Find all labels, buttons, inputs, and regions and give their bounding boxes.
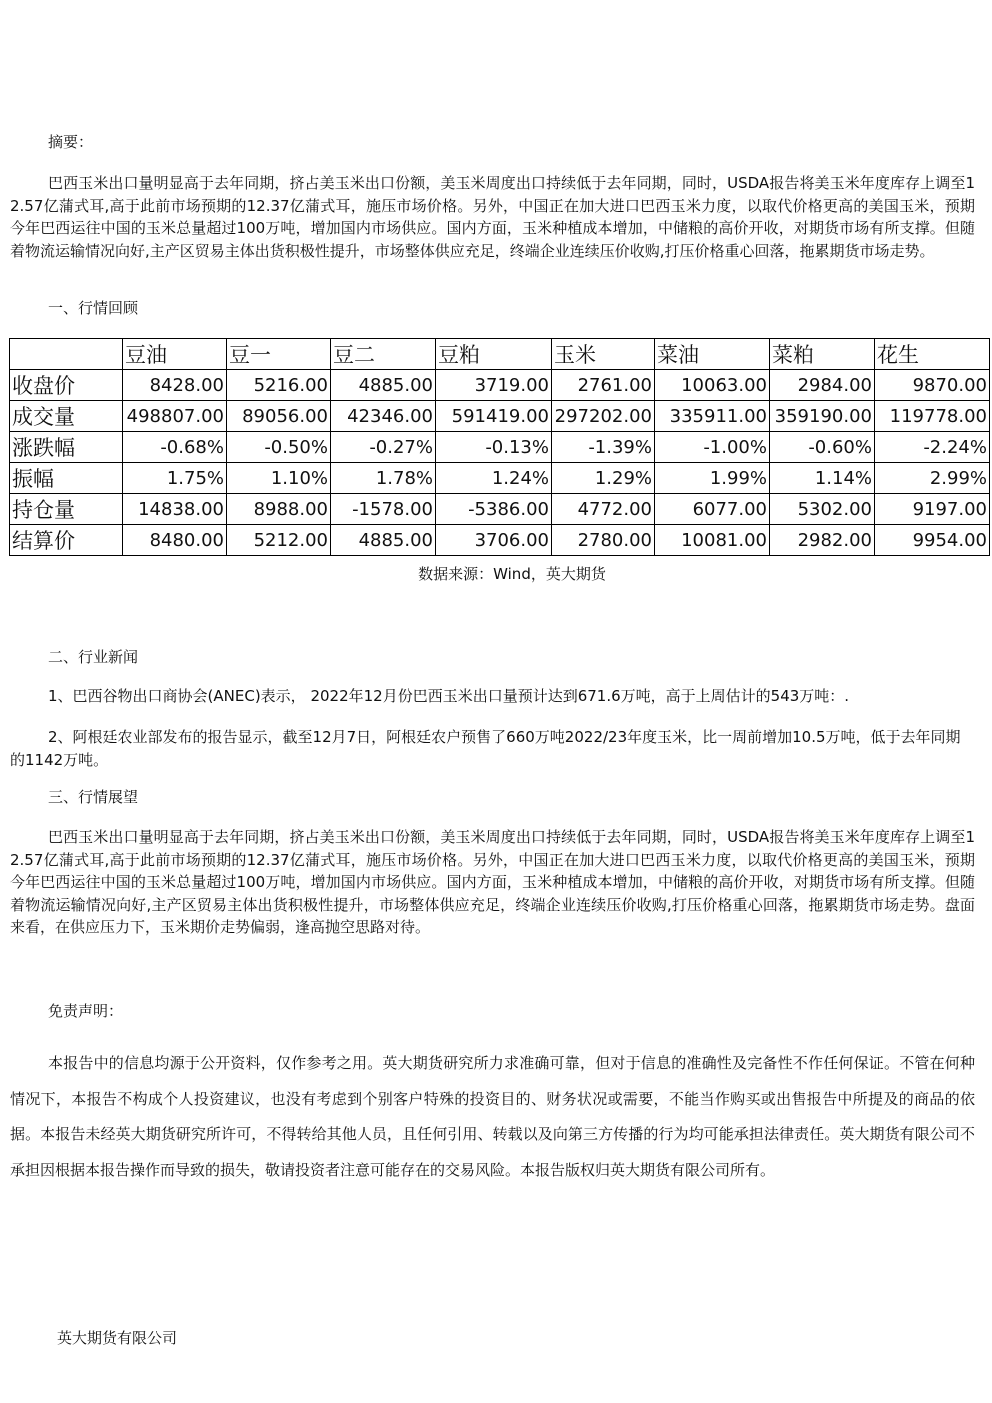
summary-text: 巴西玉米出口量明显高于去年同期，挤占美玉米出口份额，美玉米周度出口持续低于去年同期，同时，USDA报告将美玉米年度库存上调至12.57亿蒲式耳,高于此前市场预期的12.37亿蒲式耳，施压市场价格。另外，中国正在加大进口巴西玉米力度，以取代价格更高的美国玉米，预期今年巴西运往中国的玉米总量超过100万吨，增加国内市场供应。国内方面，玉米种植成本增加，中储粮的高价开收，对期货市场有所支撑。但随着物流运输情况向好,主产区贸易主体出货积极性提升，市场整体供应充足，终端企业连续压价收购,打压价格重心回落，拖累期货市场走势。 — [10, 174, 975, 260]
table-cell: 9197.00 — [875, 494, 990, 525]
table-cell: 359190.00 — [770, 401, 875, 432]
table-cell: 9870.00 — [875, 370, 990, 401]
table-cell: 89056.00 — [227, 401, 331, 432]
table-row — [10, 463, 990, 494]
table-cell: -1.00% — [655, 432, 770, 463]
table-cell: 119778.00 — [875, 401, 990, 432]
market-review-table — [9, 338, 990, 556]
table-cell: 335911.00 — [655, 401, 770, 432]
table-row — [10, 432, 990, 463]
table-cell: 5302.00 — [770, 494, 875, 525]
column-header: 菜粕 — [770, 339, 875, 370]
disclaimer-text: 本报告中的信息均源于公开资料，仅作参考之用。英大期货研究所力求准确可靠，但对于信息的准确性及完备性不作任何保证。不管在何种情况下，本报告不构成个人投资建议，也没有考虑到个别客户特殊的投资目的、财务状况或需要，不能当作购买或出售报告中所提及的商品的依据。本报告未经英大期货研究所许可，不得转给其他人员，且任何引用、转载以及向第三方传播的行为均可能承担法律责任。英大期货有限公司不承担因根据本报告操作而导致的损失，敬请投资者注意可能存在的交易风险。本报告版权归英大期货有限公司所有。 — [10, 1054, 975, 1179]
table-cell: 3706.00 — [436, 525, 552, 556]
column-header: 菜油 — [655, 339, 770, 370]
table-cell: -0.68% — [123, 432, 227, 463]
table-header-row — [10, 339, 990, 370]
table-cell: -0.50% — [227, 432, 331, 463]
table-cell: 2984.00 — [770, 370, 875, 401]
outlook-label: 三、行情展望 — [48, 788, 139, 806]
table-row — [10, 494, 990, 525]
table-cell: -5386.00 — [436, 494, 552, 525]
table-cell: 5212.00 — [227, 525, 331, 556]
table-cell: -1.39% — [552, 432, 655, 463]
table-cell: 42346.00 — [331, 401, 436, 432]
table-cell: 3719.00 — [436, 370, 552, 401]
table-cell: 1.24% — [436, 463, 552, 494]
news-item-2: 2、阿根廷农业部发布的报告显示，截至12月7日，阿根廷农户预售了660万吨2022/23年度玉米，比一周前增加10.5万吨，低于去年同期的1142万吨。 — [10, 728, 961, 769]
table-cell: -0.13% — [436, 432, 552, 463]
table-cell: 6077.00 — [655, 494, 770, 525]
table-cell: 2780.00 — [552, 525, 655, 556]
column-header: 豆一 — [227, 339, 331, 370]
row-header: 收盘价 — [10, 370, 123, 401]
row-header: 振幅 — [10, 463, 123, 494]
table-cell: 8988.00 — [227, 494, 331, 525]
table-corner-cell — [10, 339, 123, 370]
review-label: 一、行情回顾 — [48, 299, 139, 317]
table-cell: 1.10% — [227, 463, 331, 494]
table-cell: -1578.00 — [331, 494, 436, 525]
news-item-1: 1、巴西谷物出口商协会(ANEC)表示， 2022年12月份巴西玉米出口量预计达到671.6万吨，高于上周估计的543万吨：. — [48, 687, 850, 705]
table-cell: 1.99% — [655, 463, 770, 494]
table-cell: -2.24% — [875, 432, 990, 463]
table-cell: 2982.00 — [770, 525, 875, 556]
table-cell: 4885.00 — [331, 370, 436, 401]
table-cell: 2761.00 — [552, 370, 655, 401]
table-cell: 5216.00 — [227, 370, 331, 401]
row-header: 结算价 — [10, 525, 123, 556]
table-cell: 8480.00 — [123, 525, 227, 556]
table-cell: 1.78% — [331, 463, 436, 494]
news-label: 二、行业新闻 — [48, 648, 139, 666]
data-source-note: 数据来源：Wind，英大期货 — [418, 565, 606, 583]
column-header: 豆二 — [331, 339, 436, 370]
table-cell: 10063.00 — [655, 370, 770, 401]
row-header: 涨跌幅 — [10, 432, 123, 463]
column-header: 花生 — [875, 339, 990, 370]
table-row — [10, 525, 990, 556]
summary-label: 摘要： — [48, 133, 94, 151]
company-name: 英大期货有限公司 — [57, 1329, 178, 1347]
table-cell: 1.75% — [123, 463, 227, 494]
table-cell: 14838.00 — [123, 494, 227, 525]
row-header: 成交量 — [10, 401, 123, 432]
row-header: 持仓量 — [10, 494, 123, 525]
table-cell: 297202.00 — [552, 401, 655, 432]
table-cell: -0.27% — [331, 432, 436, 463]
table-cell: 10081.00 — [655, 525, 770, 556]
table-row — [10, 401, 990, 432]
disclaimer-label: 免责声明： — [48, 1002, 124, 1020]
column-header: 豆油 — [123, 339, 227, 370]
table-cell: 2.99% — [875, 463, 990, 494]
outlook-text: 巴西玉米出口量明显高于去年同期，挤占美玉米出口份额，美玉米周度出口持续低于去年同期，同时，USDA报告将美玉米年度库存上调至12.57亿蒲式耳,高于此前市场预期的12.37亿蒲式耳，施压市场价格。另外，中国正在加大进口巴西玉米力度，以取代价格更高的美国玉米，预期今年巴西运往中国的玉米总量超过100万吨，增加国内市场供应。国内方面，玉米种植成本增加，中储粮的高价开收，对期货市场有所支撑。但随着物流运输情况向好,主产区贸易主体出货积极性提升，市场整体供应充足，终端企业连续压价收购,打压价格重心回落，拖累期货市场走势。盘面来看，在供应压力下，玉米期价走势偏弱，逢高抛空思路对待。 — [10, 828, 975, 937]
table-cell: 4772.00 — [552, 494, 655, 525]
table-cell: 1.14% — [770, 463, 875, 494]
table-cell: 1.29% — [552, 463, 655, 494]
table-cell: 8428.00 — [123, 370, 227, 401]
table-cell: 498807.00 — [123, 401, 227, 432]
column-header: 豆粕 — [436, 339, 552, 370]
table-cell: 9954.00 — [875, 525, 990, 556]
column-header: 玉米 — [552, 339, 655, 370]
table-cell: 591419.00 — [436, 401, 552, 432]
table-cell: 4885.00 — [331, 525, 436, 556]
table-cell: -0.60% — [770, 432, 875, 463]
table-row — [10, 370, 990, 401]
